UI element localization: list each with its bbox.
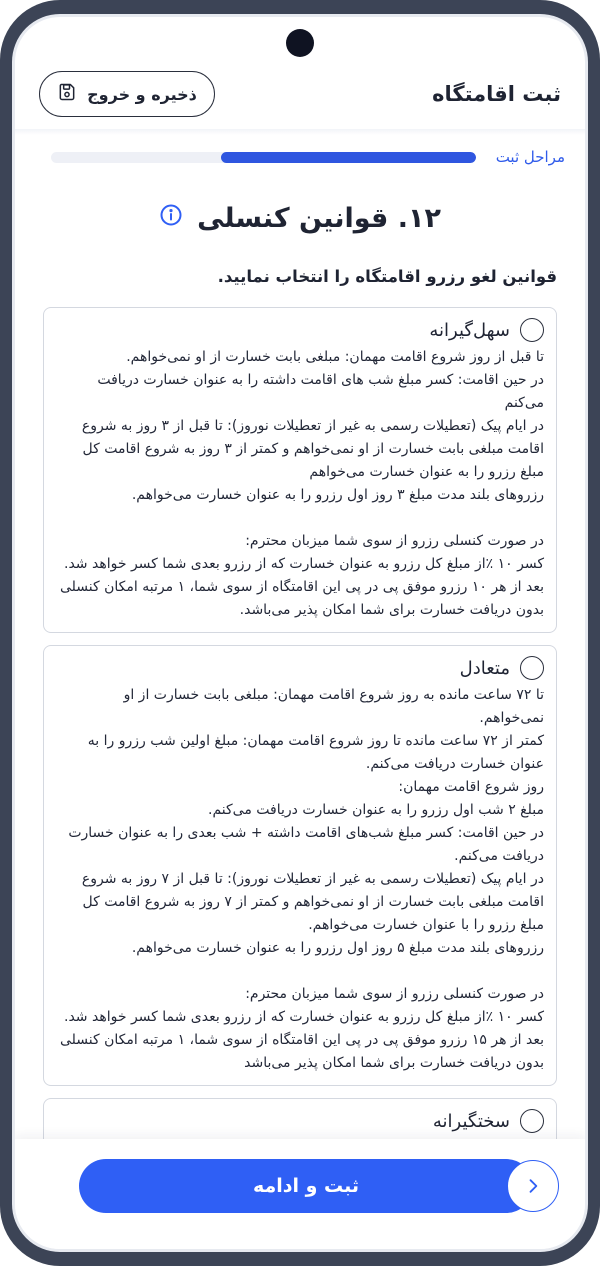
- app-header: [39, 69, 561, 119]
- registration-steps: [51, 145, 565, 169]
- radio-moderate[interactable]: [520, 656, 544, 680]
- option-description-lenient: تا قبل از روز شروع اقامت مهمان: مبلغی بابت خسارت از او نمی‌خواهم. در حین اقامت: کسر مبلغ شب های اقامت داشته را به عنوان خسارت دریافت می‌کنم در ایام پیک (تعطیلات رسمی به غیر از تعطیلات نوروز): تا قبل از ۳ روز به شروع اقامت مبلغی بابت خسارت از او نمی‌خواهم و کمتر از ۳ روز به شروع اقامت کل مبلغ رزرو را به عنوان خسارت می‌خواهم رزروهای بلند مدت مبلغ ۳ روز اول رزرو را به عنوان خسارت می‌خواهم. در صورت کنسلی رزرو از سوی شما میزبان محترم: کسر ۱۰ ٪از مبلغ کل رزرو به عنوان خسارت که از رزرو بعدی شما کسر خواهد شد. بعد از هر ۱۰ رزرو موفق پی در پی این اقامتگاه از سوی شما، ۱ مرتبه امکان کنسلی بدون دریافت خسارت برای شما امکان پذیر می‌باشد.: [60, 349, 544, 618]
- steps-link[interactable]: مراحل ثبت: [495, 148, 565, 166]
- option-title-strict: سختگیرانه: [432, 1110, 510, 1132]
- option-card-lenient[interactable]: [43, 307, 557, 633]
- option-title-lenient: سهل‌گیرانه: [429, 319, 510, 341]
- page-title: ثبت اقامتگاه: [432, 82, 561, 106]
- cancellation-options: [43, 307, 557, 1249]
- app-screen: [12, 14, 588, 1252]
- section-title: ۱۲. قوانین کنسلی: [197, 203, 441, 234]
- header-divider: [15, 129, 585, 135]
- section-heading: [15, 203, 585, 234]
- submit-continue-button[interactable]: ثبت و ادامه: [79, 1159, 533, 1213]
- instruction-text: قوانین لغو رزرو اقامتگاه را انتخاب نمایید.: [217, 267, 557, 286]
- camera-notch: [286, 29, 314, 57]
- option-description-moderate: تا ۷۲ ساعت مانده به روز شروع اقامت مهمان: مبلغی بابت خسارت از او نمی‌خواهم. کمتر از ۷۲ ساعت مانده تا روز شروع اقامت مهمان: مبلغ اولین شب رزرو را به عنوان خسارت دریافت می‌کنم. روز شروع اقامت مهمان: مبلغ ۲ شب اول رزرو را به عنوان خسارت دریافت می‌کنم. در حین اقامت: کسر مبلغ شب‌های اقامت داشته + شب بعدی را به عنوان خسارت دریافت می‌کنم. در ایام پیک (تعطیلات رسمی به غیر از تعطیلات نوروز): تا قبل از ۷ روز به شروع اقامت مبلغی بابت خسارت از او نمی‌خواهم و کمتر از ۷ روز به شروع اقامت کل مبلغ رزرو را با عنوان خسارت می‌خواهم. رزروهای بلند مدت مبلغ ۵ روز اول رزرو را به عنوان خسارت می‌خواهم. در صورت کنسلی رزرو از سوی شما میزبان محترم: کسر ۱۰ ٪از مبلغ کل رزرو به عنوان خسارت که از رزرو بعدی شما کسر خواهد شد. بعد از هر ۱۵ رزرو موفق پی در پی این اقامتگاه از سوی شما، ۱ مرتبه امکان کنسلی بدون دریافت خسارت برای شما امکان پذیر می‌باشد: [60, 687, 544, 1071]
- next-step-button[interactable]: [507, 1160, 559, 1212]
- option-header: [56, 318, 544, 342]
- save-and-exit-button[interactable]: [39, 71, 215, 117]
- progress-bar-fill: [221, 152, 476, 163]
- option-card-moderate[interactable]: [43, 645, 557, 1086]
- radio-lenient[interactable]: [520, 318, 544, 342]
- info-icon[interactable]: [159, 203, 183, 234]
- option-header: [56, 656, 544, 680]
- progress-bar: [51, 152, 476, 163]
- option-header: [56, 1109, 544, 1133]
- radio-strict[interactable]: [520, 1109, 544, 1133]
- save-and-exit-label: ذخیره و خروج: [87, 84, 197, 104]
- chevron-right-icon: [523, 1176, 543, 1196]
- save-icon: [57, 82, 77, 106]
- option-title-moderate: متعادل: [459, 657, 510, 679]
- bottom-action-bar: [15, 1139, 585, 1249]
